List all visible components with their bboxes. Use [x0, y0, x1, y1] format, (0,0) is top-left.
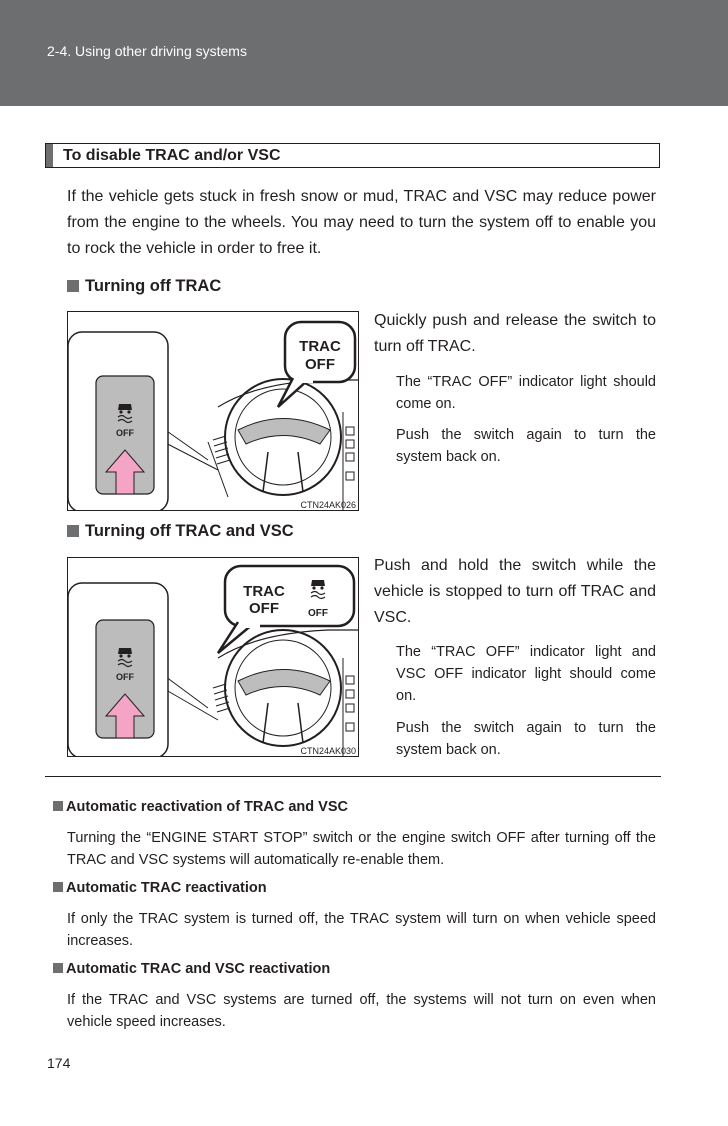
section-title: To disable TRAC and/or VSC — [63, 147, 281, 164]
trac-vsc-off-instruction: Push and hold the switch while the vehicle is stopped to turn off TRAC and VSC. — [374, 557, 656, 626]
note-heading-auto-reactivation — [53, 799, 348, 815]
heading-text: Automatic TRAC reactivation — [66, 880, 267, 896]
callout-off-text: OFF — [249, 600, 279, 617]
page-number: 174 — [47, 1055, 71, 1071]
switch-off-label: OFF — [116, 428, 134, 438]
callout-off-text: OFF — [305, 356, 335, 373]
note-body-auto-reactivation: Turning the “ENGINE START STOP” switch or the engine switch OFF after turning off the TRAC and VSC systems will automatically re-enable them. — [67, 830, 656, 868]
square-bullet-icon — [53, 963, 63, 973]
figure-code: CTN24AK026 — [300, 500, 356, 510]
heading-turning-off-trac-vsc — [67, 522, 294, 541]
note-body-auto-trac-vsc: If the TRAC and VSC systems are turned off, the systems will not turn on even when vehicle speed increases. — [67, 992, 656, 1030]
trac-vsc-off-note-2: Push the switch again to turn the system back on. — [396, 720, 656, 758]
trac-off-note-1: The “TRAC OFF” indicator light should come on. — [396, 374, 656, 412]
callout-trac-text: TRAC — [299, 338, 341, 355]
section-accent — [46, 144, 53, 167]
trac-switch-illustration — [68, 312, 359, 511]
section-title-bar — [45, 143, 660, 168]
square-bullet-icon — [53, 801, 63, 811]
heading-turning-off-trac — [67, 277, 221, 296]
heading-text: Automatic reactivation of TRAC and VSC — [66, 799, 348, 815]
square-bullet-icon — [53, 882, 63, 892]
note-heading-auto-trac — [53, 880, 267, 896]
callout-vsc-off-text: OFF — [308, 608, 328, 619]
figure-code: CTN24AK030 — [300, 746, 356, 756]
section-divider — [45, 776, 661, 777]
intro-paragraph: If the vehicle gets stuck in fresh snow or mud, TRAC and VSC may reduce power from the engine to the wheels. You may need to turn the system off to enable you to rock the vehicle in order to free it. — [67, 188, 656, 257]
trac-off-instruction: Quickly push and release the switch to turn off TRAC. — [374, 312, 656, 355]
page-header — [0, 0, 728, 106]
figure-trac-vsc-off — [67, 557, 359, 757]
square-bullet-icon — [67, 280, 79, 292]
note-heading-auto-trac-vsc — [53, 961, 330, 977]
trac-vsc-off-note-1: The “TRAC OFF” indicator light and VSC OFF indicator light should come on. — [396, 644, 656, 704]
heading-text: Turning off TRAC and VSC — [85, 522, 294, 540]
note-body-auto-trac: If only the TRAC system is turned off, the TRAC system will turn on when vehicle speed increases. — [67, 911, 656, 949]
switch-off-label: OFF — [116, 672, 134, 682]
header-section-title: 2-4. Using other driving systems — [47, 43, 247, 59]
square-bullet-icon — [67, 525, 79, 537]
heading-text: Automatic TRAC and VSC reactivation — [66, 961, 331, 977]
callout-trac-text: TRAC — [243, 583, 285, 600]
heading-text: Turning off TRAC — [85, 277, 222, 295]
figure-trac-off — [67, 311, 359, 511]
trac-vsc-switch-illustration — [68, 558, 359, 757]
trac-off-note-2: Push the switch again to turn the system back on. — [396, 427, 656, 465]
